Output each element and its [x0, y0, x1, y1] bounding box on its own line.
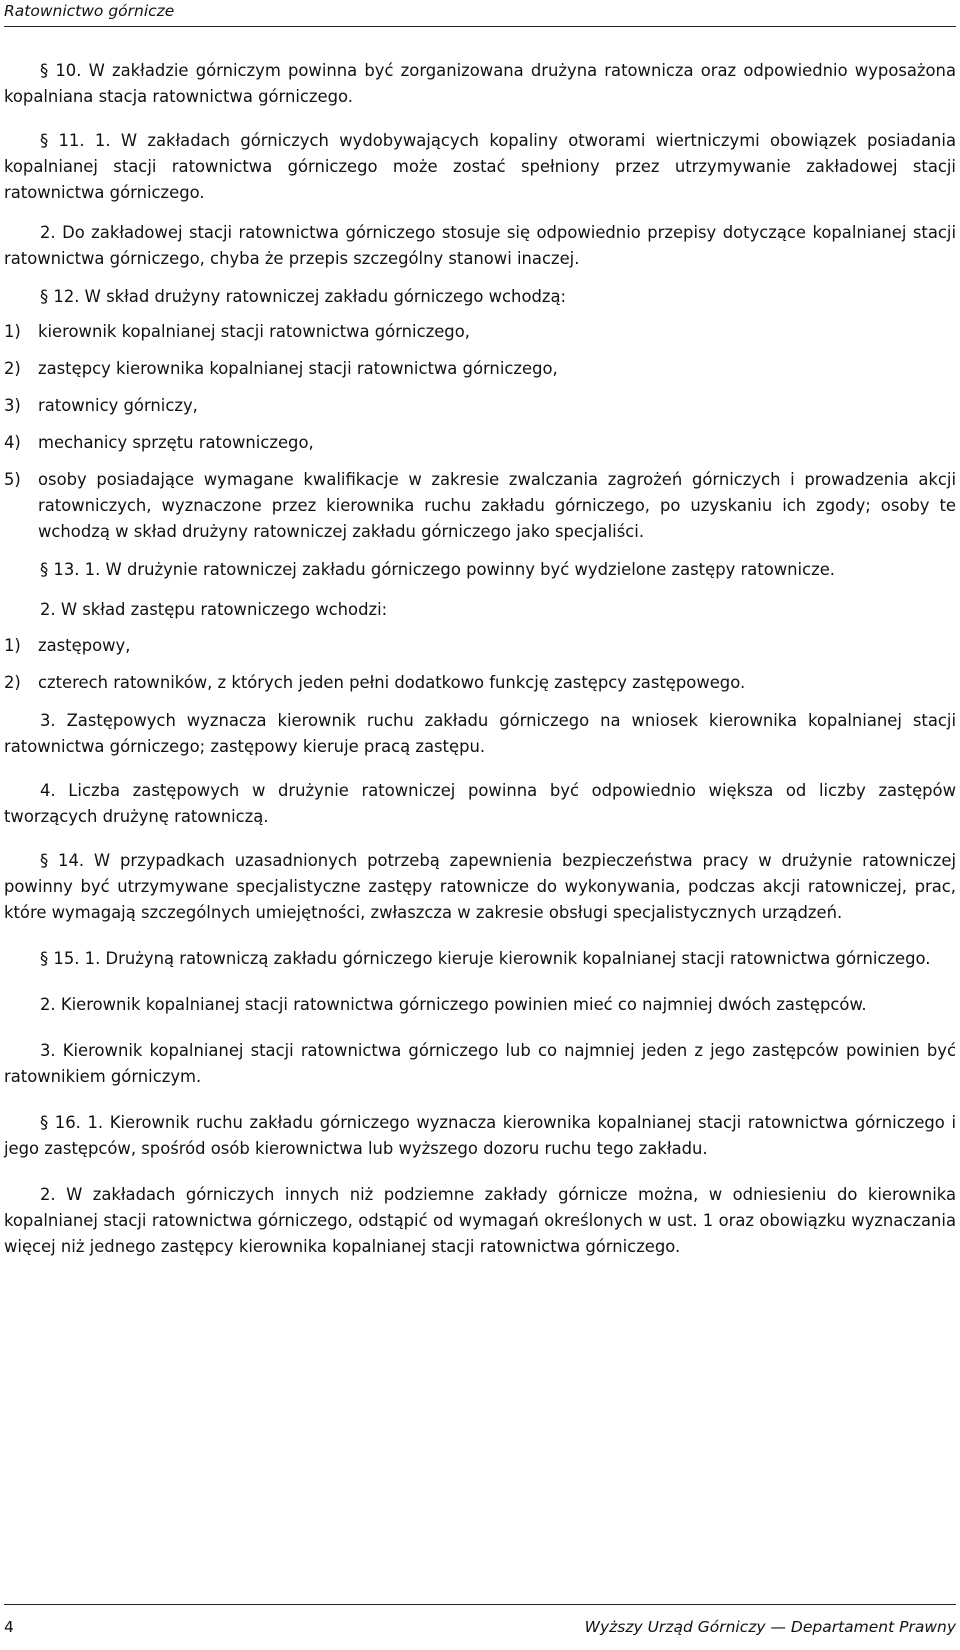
- list-item-text: czterech ratowników, z których jeden pełni dodatkowo funkcję zastępcy zastępowego.: [38, 673, 746, 692]
- section-16-para-1: § 16. 1. Kierownik ruchu zakładu górniczego wyznacza kierownika kopalnianej stacji ratownictwa górniczego i jego zastępców, spośród osób kierownictwa lub wyższego dozoru ruchu tego zakładu.: [4, 1113, 956, 1158]
- list-item-text: ratownicy górniczy,: [38, 396, 198, 415]
- section-13-para-4: 4. Liczba zastępowych w drużynie ratowniczej powinna być odpowiednio większa od liczby zastępów tworzących drużynę ratowniczą.: [4, 781, 956, 826]
- section-11-para-1: § 11. 1. W zakładach górniczych wydobywających kopaliny otworami wiertniczymi obowiązek posiadania kopalnianej stacji ratownictwa górniczego może zostać spełniony przez utrzymywanie zakładowej stacji ratownictwa górniczego.: [4, 131, 956, 202]
- list-item-number: 5): [4, 470, 21, 489]
- list-item-text: mechanicy sprzętu ratowniczego,: [38, 433, 314, 452]
- section-15-para-2: 2. Kierownik kopalnianej stacji ratownictwa górniczego powinien mieć co najmniej dwóch zastępców.: [40, 995, 867, 1014]
- list-item: [4, 430, 956, 456]
- list-item-number: 4): [4, 433, 21, 452]
- list-item: [4, 633, 956, 659]
- footer-divider: [4, 1604, 956, 1605]
- section-14: § 14. W przypadkach uzasadnionych potrzebą zapewnienia bezpieczeństwa pracy w drużynie ratowniczej powinny być utrzymywane specjalistyczne zastępy ratownicze do wykonywania, podczas akcji ratowniczej, prac, które wymagają szczególnych umiejętności, zwłaszcza w zakresie obsługi specjalistycznych urządzeń.: [4, 851, 956, 922]
- list-item-text: zastępcy kierownika kopalnianej stacji ratownictwa górniczego,: [38, 359, 558, 378]
- section-16-para-2: 2. W zakładach górniczych innych niż podziemne zakłady górnicze można, w odniesieniu do kierownika kopalnianej stacji ratownictwa górniczego, odstąpić od wymagań określonych w ust. 1 oraz obowiązku wyznaczania więcej niż jednego zastępcy kierownika kopalnianej stacji ratownictwa górniczego.: [4, 1185, 956, 1256]
- section-15-para-1: § 15. 1. Drużyną ratowniczą zakładu górniczego kieruje kierownik kopalnianej stacji ratownictwa górniczego.: [40, 949, 931, 968]
- document-title: Ratownictwo górnicze: [4, 2, 175, 20]
- section-13-para-1: § 13. 1. W drużynie ratowniczej zakładu górniczego powinny być wydzielone zastępy ratownicze.: [40, 560, 836, 579]
- list-item: [4, 467, 956, 545]
- section-11-para-2: 2. Do zakładowej stacji ratownictwa górniczego stosuje się odpowiednio przepisy dotyczące kopalnianej stacji ratownictwa górniczego, chyba że przepis szczególny stanowi inaczej.: [4, 223, 956, 268]
- list-item-text: osoby posiadające wymagane kwalifikacje w zakresie zwalczania zagrożeń górniczych i prowadzenia akcji ratowniczych, wyznaczone przez kierownika ruchu zakładu górniczego, po uzyskaniu ich zgody; osoby te wchodzą w skład drużyny ratowniczej zakładu górniczego jako specjaliści.: [38, 470, 956, 541]
- section-13-para-2: 2. W skład zastępu ratowniczego wchodzi:: [40, 600, 388, 619]
- list-item: [4, 393, 956, 419]
- list-item-number: 3): [4, 396, 21, 415]
- list-item-text: zastępowy,: [38, 636, 131, 655]
- section-15-para-3: 3. Kierownik kopalnianej stacji ratownictwa górniczego lub co najmniej jeden z jego zastępców powinien być ratownikiem górniczym.: [4, 1041, 956, 1086]
- list-item: [4, 670, 956, 696]
- section-10: § 10. W zakładzie górniczym powinna być zorganizowana drużyna ratownicza oraz odpowiednio wyposażona kopalniana stacja ratownictwa górniczego.: [4, 61, 956, 106]
- section-13-para-3: 3. Zastępowych wyznacza kierownik ruchu zakładu górniczego na wniosek kierownika kopalnianej stacji ratownictwa górniczego; zastępowy kieruje pracą zastępu.: [4, 711, 956, 756]
- list-item-number: 1): [4, 322, 21, 341]
- list-item-text: kierownik kopalnianej stacji ratownictwa górniczego,: [38, 322, 470, 341]
- page-number: 4: [4, 1618, 14, 1636]
- section-12-intro: § 12. W skład drużyny ratowniczej zakładu górniczego wchodzą:: [40, 287, 567, 306]
- document-body: [4, 58, 956, 1260]
- list-item: [4, 319, 956, 345]
- list-item: [4, 356, 956, 382]
- list-item-number: 1): [4, 636, 21, 655]
- list-item-number: 2): [4, 359, 21, 378]
- page-footer: [4, 1604, 956, 1644]
- header-divider: [4, 26, 956, 27]
- publisher-name: Wyższy Urząd Górniczy — Departament Prawny: [584, 1618, 956, 1636]
- page-header: [4, 0, 956, 30]
- list-item-number: 2): [4, 673, 21, 692]
